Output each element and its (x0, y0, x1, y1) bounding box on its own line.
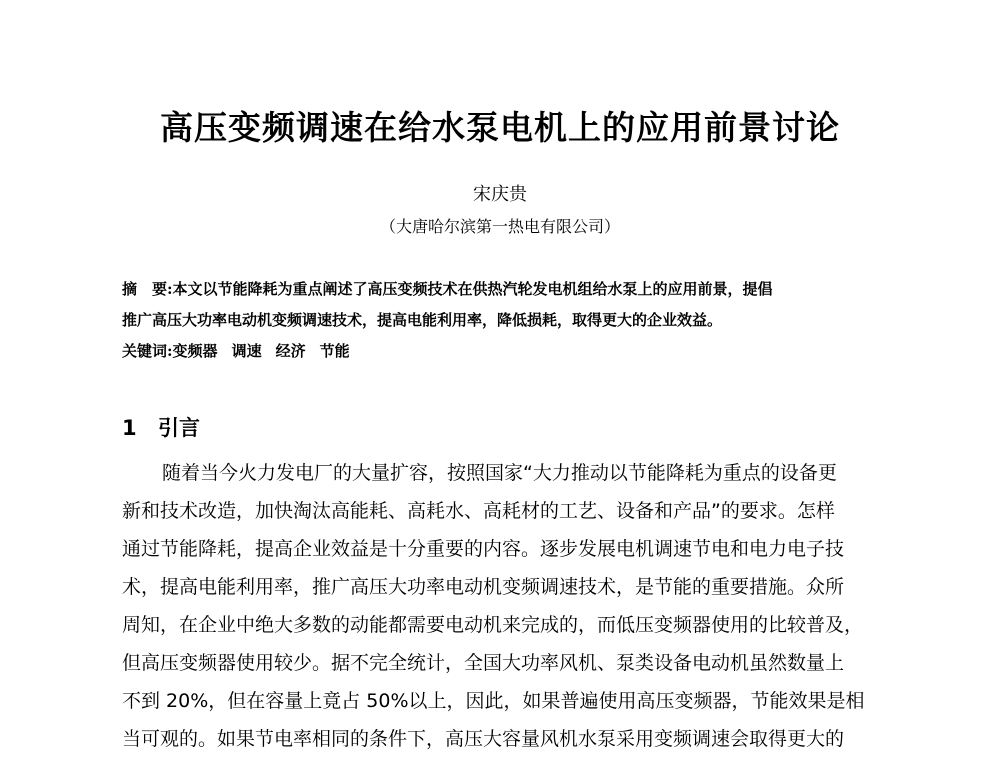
paper-title: 高压变频调速在给水泵电机上的应用前景讨论 (160, 108, 840, 147)
body-text-line: 但高压变频器使用较少。据不完全统计，全国大功率风机、泵类设备电动机虽然数量上 (122, 652, 845, 674)
abstract-line-1 (122, 278, 882, 300)
keyword: 经济 (275, 342, 306, 360)
body-text-line: 通过节能降耗，提高企业效益是十分重要的内容。逐步发展电机调速节电和电力电子技 (122, 538, 845, 560)
keyword: 节能 (319, 342, 350, 360)
abstract-text-line-1: 本文以节能降耗为重点阐述了高压变频技术在供热汽轮发电机组给水泵上的应用前景，提倡 (172, 280, 773, 298)
keyword: 变频器 (172, 342, 218, 360)
author-affiliation: （大唐哈尔滨第一热电有限公司） (379, 217, 620, 236)
body-text-line: 周知，在企业中绝大多数的动能都需要电动机来完成的，而低压变频器使用的比较普及， (122, 614, 864, 636)
body-text-line: 不到 20%，但在容量上竟占 50%以上，因此，如果普遍使用高压变频器，节能效果是相 (122, 690, 865, 712)
keywords-line (122, 340, 882, 362)
keywords-label: 关键词: (122, 342, 173, 360)
body-text-line: 术，提高电能利用率，推广高压大功率电动机变频调速技术，是节能的重要措施。众所 (122, 576, 845, 598)
body-text-line: 当可观的。如果节电率相同的条件下，高压大容量风机水泵采用变频调速会取得更大的 (122, 728, 845, 750)
section-title: 引言 (158, 416, 200, 440)
author-name: 宋庆贵 (473, 184, 527, 205)
section-heading (122, 412, 200, 444)
abstract-label: 摘 要: (122, 280, 173, 298)
section-number: 1 (122, 416, 137, 440)
body-text-line: 随着当今火力发电厂的大量扩容，按照国家“大力推动以节能降耗为重点的设备更 (162, 462, 837, 484)
body-text-line: 新和技术改造，加快淘汰高能耗、高耗水、高耗材的工艺、设备和产品”的要求。怎样 (122, 500, 835, 522)
abstract-text-line-2: 推广高压大功率电动机变频调速技术，提高电能利用率，降低损耗，取得更大的企业效益。 (122, 311, 723, 329)
keyword: 调速 (231, 342, 262, 360)
